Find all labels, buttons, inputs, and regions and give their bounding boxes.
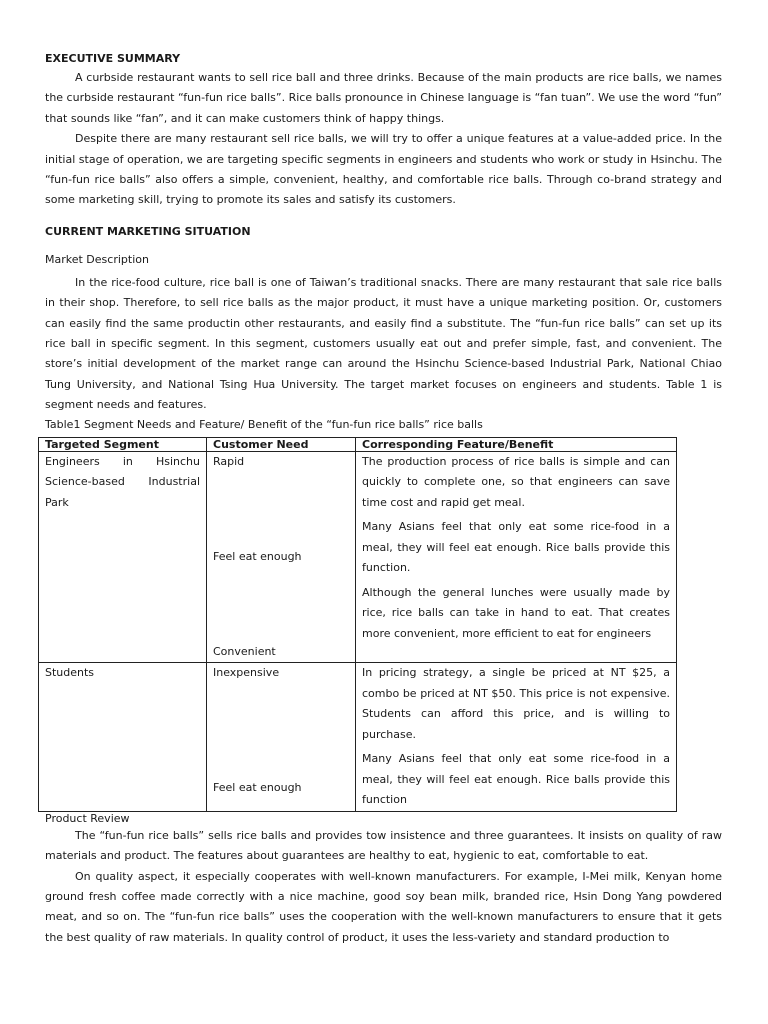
table-header-cell: Targeted Segment [39, 437, 207, 451]
product-review-paragraph-2: On quality aspect, it especially cooperates with well-known manufacturers. For example, I-Mei milk, Kenyan home ground fresh coffee made correctly with a nice machine, good soy bean milk, branded rice, Hsin Dong Yang powdered meat, and so on. The “fun-fun rice balls” uses the cooperation with the well-known manufacturers to ensure that it gets the best quality of raw materials. In quality control of product, it uses the less-variety and standard production to [45, 869, 722, 944]
table-header-row [39, 437, 677, 451]
need-item: Rapid [213, 454, 245, 468]
benefit-item: In pricing strategy, a single be priced at NT $25, a combo be priced at NT $50. This price is not expensive. Students can afford this price, and is willing to purchase. [362, 666, 670, 741]
segment-cell: Engineers in Hsinchu Science-based Industrial Park [39, 451, 207, 663]
executive-summary-paragraph-2: Despite there are many restaurant sell rice balls, we will try to offer a unique features at a value-added price. In the initial stage of operation, we are targeting specific segments in engineers and students who work or study in Hsinchu. The “fun-fun rice balls” also offers a simple, convenient, healthy, and comfortable rice balls. Through co-brand strategy and some marketing skill, trying to promote its sales and satisfy its customers. [45, 132, 722, 207]
need-item: Convenient [213, 644, 276, 658]
document-page [45, 52, 722, 948]
market-description-paragraph: In the rice-food culture, rice ball is one of Taiwan’s traditional snacks. There are many restaurant that sale rice balls in their shop. Therefore, to sell rice balls as the major product, it must have a unique marketing position. Or, customers can easily find the same productin other restaurants, and easily find a substitute. The “fun-fun rice balls” can set up its rice ball in specific segment. In this segment, customers usually eat out and prefer simple, fast, and convenient. The store’s initial development of the market range can around the Hsinchu Science-based Industrial Park, National Chiao Tung University, and National Tsing Hua University. The target market focuses on engineers and students. Table 1 is segment needs and features. [45, 275, 722, 412]
current-marketing-heading: CURRENT MARKETING SITUATION [45, 224, 251, 238]
need-item: Feel eat enough [213, 549, 302, 563]
benefit-item: The production process of rice balls is simple and can quickly to complete one, so that engineers can save time cost and rapid get meal. [362, 454, 670, 509]
segment-needs-table [38, 437, 677, 812]
table-header-cell: Customer Need [207, 437, 356, 451]
table-header-cell: Corresponding Feature/Benefit [356, 437, 677, 451]
benefit-cell [356, 451, 677, 663]
benefit-cell [356, 663, 677, 812]
table-row [39, 451, 677, 663]
benefit-item: Many Asians feel that only eat some rice-food in a meal, they will feel eat enough. Rice balls provide this function. [362, 520, 670, 575]
product-review-paragraph-1: The “fun-fun rice balls” sells rice balls and provides tow insistence and three guarantees. It insists on quality of raw materials and product. The features about guarantees are healthy to eat, hygienic to eat, comfortable to eat. [45, 828, 722, 863]
executive-summary-heading: EXECUTIVE SUMMARY [45, 52, 181, 65]
need-item: Feel eat enough [213, 781, 302, 795]
segment-cell: Students [39, 663, 207, 812]
table-row [39, 663, 677, 812]
need-cell [207, 451, 356, 663]
need-cell [207, 663, 356, 812]
product-review-title: Product Review [45, 811, 130, 825]
table-caption: Table1 Segment Needs and Feature/ Benefit of the “fun-fun rice balls” rice balls [45, 417, 483, 431]
market-description-title: Market Description [45, 252, 149, 266]
need-item: Inexpensive [213, 666, 280, 680]
benefit-item: Although the general lunches were usually made by rice, rice balls can take in hand to eat. That creates more convenient, more efficient to eat for engineers [362, 585, 670, 640]
executive-summary-paragraph-1: A curbside restaurant wants to sell rice ball and three drinks. Because of the main products are rice balls, we names the curbside restaurant “fun-fun rice balls”. Rice balls pronounce in Chinese language is “fan tuan”. We use the word “fun” that sounds like “fan”, and it can make customers think of happy things. [45, 71, 722, 125]
benefit-item: Many Asians feel that only eat some rice-food in a meal, they will feel eat enough. Rice balls provide this function [362, 752, 670, 807]
